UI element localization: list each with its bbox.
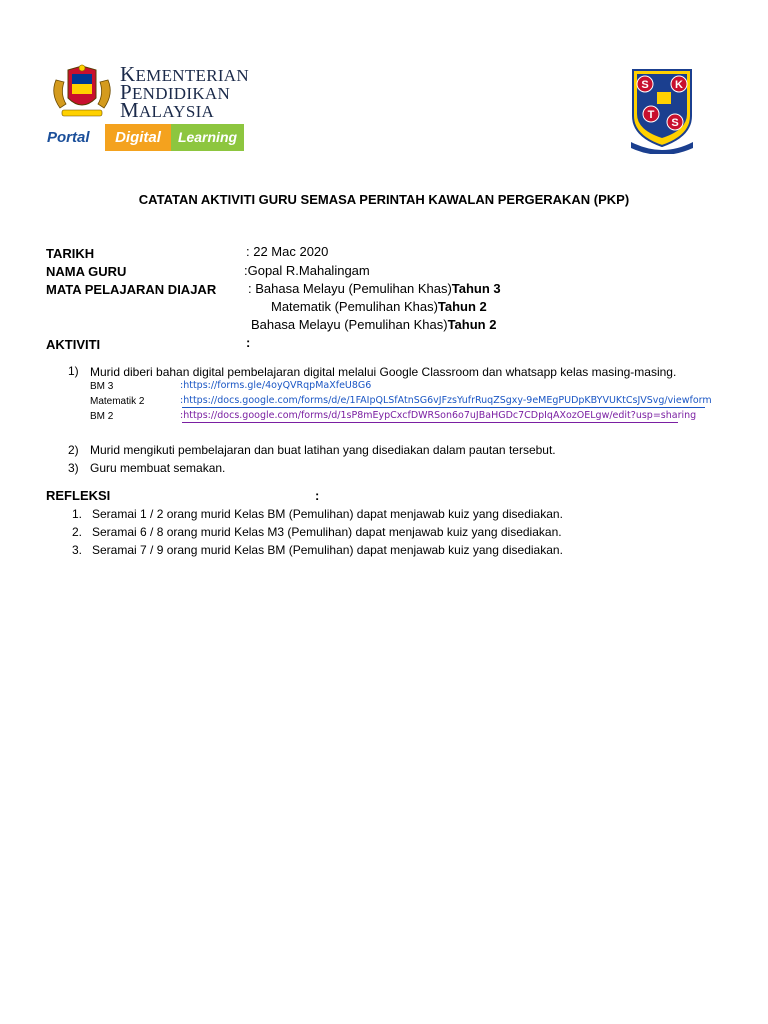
aktiviti-item-3-text: Guru membuat semakan. <box>90 461 226 475</box>
portal-learning-label: Learning <box>171 124 244 151</box>
refleksi-item-2-text: Seramai 6 / 8 orang murid Kelas M3 (Pemulihan) dapat menjawab kuiz yang disediakan. <box>92 525 562 539</box>
portal-digital-label: Digital <box>105 124 171 151</box>
mata-pelajaran-1 <box>248 281 501 296</box>
link-subject-matematik2: Matematik 2 <box>90 396 145 407</box>
refleksi-item-3-number: 3. <box>72 543 83 557</box>
coat-of-arms-logo <box>46 64 118 120</box>
refleksi-item-2-number: 2. <box>72 525 83 539</box>
ministry-line-2: PENDIDIKAN <box>120 80 231 104</box>
ministry-name <box>120 62 249 122</box>
refleksi-item-3-text: Seramai 7 / 9 orang murid Kelas BM (Pemulihan) dapat menjawab kuiz yang disediakan. <box>92 543 563 557</box>
link-subject-bm3: BM 3 <box>90 381 114 392</box>
aktiviti-item-2-number: 2) <box>68 443 79 457</box>
nama-guru-value: :Gopal R.Mahalingam <box>244 263 370 278</box>
mata-pelajaran-2 <box>271 299 487 314</box>
link-matematik2-underline <box>182 407 705 408</box>
mata-pelajaran-label: MATA PELAJARAN DIAJAR <box>46 282 217 297</box>
badge-letter-s2: S <box>671 117 679 129</box>
mata-pelajaran-3-year: Tahun 2 <box>447 317 497 332</box>
link-bm2[interactable]: :https://docs.google.com/forms/d/1sP8mEypCxcfDWRSon6o7uJBaHGDc7CDpIqAXozOELgw/edit?usp=sharing <box>180 410 697 421</box>
link-bm3[interactable]: :https://forms.gle/4oyQVRqpMaXfeU8G6 <box>180 380 372 391</box>
aktiviti-item-1-number: 1) <box>68 364 79 378</box>
mata-pelajaran-1-text: : Bahasa Melayu (Pemulihan Khas) <box>248 281 452 296</box>
ministry-line-3: MALAYSIA <box>120 98 215 122</box>
refleksi-item-1-number: 1. <box>72 507 83 521</box>
link-matematik2[interactable]: :https://docs.google.com/forms/d/e/1FAIpQLSfAtnSG6vJFzsYufrRuqZSgxy-9eMEgPUDpKBYVUKtCsJVSvg/viewform <box>180 395 712 406</box>
aktiviti-label: AKTIVITI <box>46 337 101 352</box>
aktiviti-colon: : <box>246 335 251 350</box>
mata-pelajaran-3-text: Bahasa Melayu (Pemulihan Khas) <box>251 317 448 332</box>
mata-pelajaran-2-year: Tahun 2 <box>437 299 487 314</box>
aktiviti-item-3-number: 3) <box>68 461 79 475</box>
badge-letter-k: K <box>675 79 683 91</box>
school-badge-logo <box>627 66 697 154</box>
aktiviti-item-1-text: Murid diberi bahan digital pembelajaran digital melalui Google Classroom dan whatsapp kelas masing-masing. <box>90 365 677 379</box>
document-title: CATATAN AKTIVITI GURU SEMASA PERINTAH KAWALAN PERGERAKAN (PKP) <box>138 192 630 207</box>
badge-letter-t: T <box>647 109 655 121</box>
refleksi-label: REFLEKSI <box>46 488 111 503</box>
aktiviti-item-2-text: Murid mengikuti pembelajaran dan buat latihan yang disediakan dalam pautan tersebut. <box>90 443 556 457</box>
mata-pelajaran-1-year: Tahun 3 <box>451 281 501 296</box>
tarikh-value: : 22 Mac 2020 <box>246 244 329 259</box>
mata-pelajaran-3 <box>251 317 496 332</box>
badge-letter-s1: S <box>641 79 649 91</box>
refleksi-item-1-text: Seramai 1 / 2 orang murid Kelas BM (Pemulihan) dapat menjawab kuiz yang disediakan. <box>92 507 563 521</box>
link-subject-bm2: BM 2 <box>90 411 114 422</box>
tarikh-label: TARIKH <box>46 246 95 261</box>
mata-pelajaran-2-text: Matematik (Pemulihan Khas) <box>271 299 438 314</box>
link-bm2-underline <box>182 422 678 423</box>
refleksi-colon: : <box>315 488 320 503</box>
nama-guru-label: NAMA GURU <box>46 264 127 279</box>
ministry-line-1: KEMENTERIAN <box>120 62 249 86</box>
portal-label: Portal <box>47 129 90 146</box>
